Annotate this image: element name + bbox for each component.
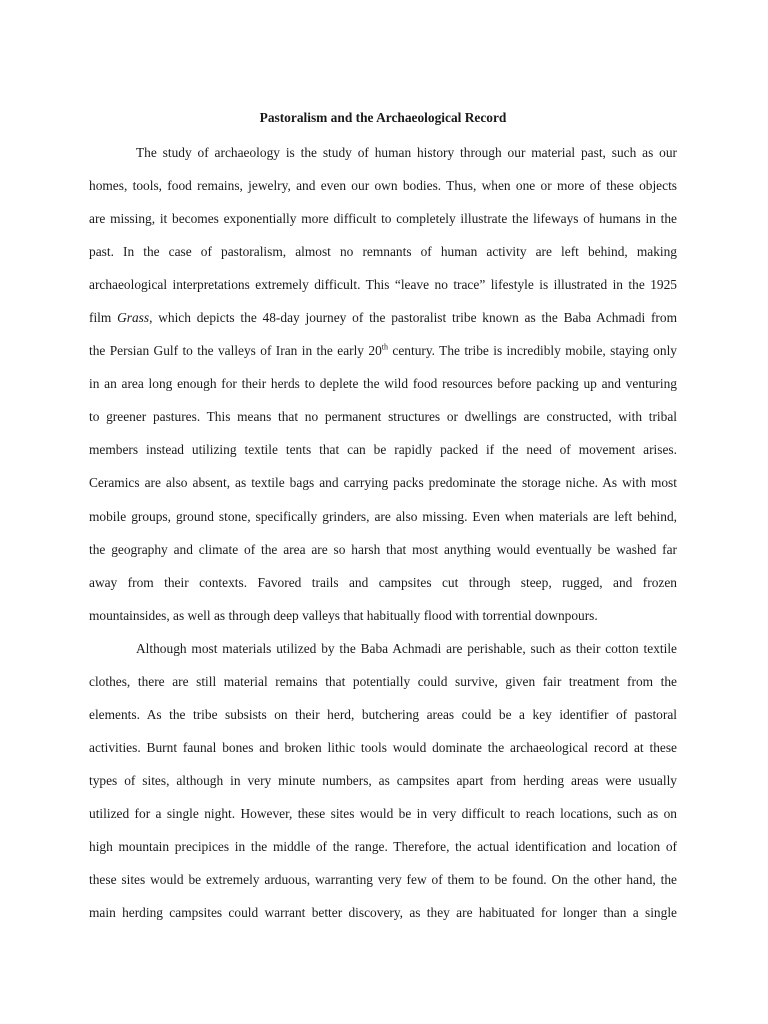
text-line: elements. As the tribe subsists on their herd, butchering areas could be a key identifier of pastoral — [89, 706, 677, 722]
text-line: high mountain precipices in the middle of the range. Therefore, the actual identification and location of — [89, 838, 677, 854]
paragraph-1 — [89, 136, 677, 632]
text-line: clothes, there are still material remains that potentially could survive, given fair treatment from the — [89, 673, 677, 689]
text-line: mountainsides, as well as through deep valleys that habitually flood with torrential downpours. — [89, 607, 598, 623]
text-line: in an area long enough for their herds to deplete the wild food resources before packing up and venturing — [89, 376, 677, 392]
text-line: members instead utilizing textile tents that can be rapidly packed if the need of movement arises. — [89, 442, 677, 458]
text-line: homes, tools, food remains, jewelry, and even our own bodies. Thus, when one or more of these objects — [89, 178, 677, 194]
text-line: away from their contexts. Favored trails and campsites cut through steep, rugged, and frozen — [89, 574, 677, 590]
text-line: utilized for a single night. However, these sites would be in very difficult to reach locations, such as on — [89, 805, 677, 821]
text-line: to greener pastures. This means that no permanent structures or dwellings are constructed, with tribal — [89, 409, 677, 425]
text-line: the geography and climate of the area are so harsh that most anything would eventually be washed far — [89, 541, 677, 557]
text-line: archaeological interpretations extremely difficult. This “leave no trace” lifestyle is illustrated in the 1925 — [89, 277, 677, 293]
text-line: film Grass, which depicts the 48-day journey of the pastoralist tribe known as the Baba Achmadi from — [89, 310, 678, 326]
text-line: Ceramics are also absent, as textile bags and carrying packs predominate the storage niche. As with most — [89, 475, 677, 491]
text-line: the Persian Gulf to the valleys of Iran in the early 20th century. The tribe is incredibly mobile, staying only — [89, 342, 677, 359]
paragraph-2 — [89, 632, 677, 929]
text-line: The study of archaeology is the study of human history through our material past, such as our — [136, 145, 677, 160]
superscript: th — [381, 342, 389, 352]
text-line: Although most materials utilized by the Baba Achmadi are perishable, such as their cotton textile — [136, 640, 677, 656]
text-line: activities. Burnt faunal bones and broken lithic tools would dominate the archaeological record at these — [89, 739, 677, 755]
film-title: Grass — [117, 310, 150, 326]
document-title: Pastoralism and the Archaeological Record — [259, 110, 507, 125]
document-page — [89, 104, 677, 929]
text-line: past. In the case of pastoralism, almost no remnants of human activity are left behind, making — [89, 244, 677, 260]
text-line: main herding campsites could warrant better discovery, as they are habituated for longer than a single — [89, 905, 677, 921]
text-line: are missing, it becomes exponentially more difficult to completely illustrate the lifeways of humans in the — [89, 211, 677, 227]
text-line: mobile groups, ground stone, specifically grinders, are also missing. Even when materials are left behind, — [89, 508, 677, 524]
text-line: these sites would be extremely arduous, warranting very few of them to be found. On the other hand, the — [89, 872, 677, 888]
text-line: types of sites, although in very minute numbers, as campsites apart from herding areas were usually — [89, 772, 677, 788]
